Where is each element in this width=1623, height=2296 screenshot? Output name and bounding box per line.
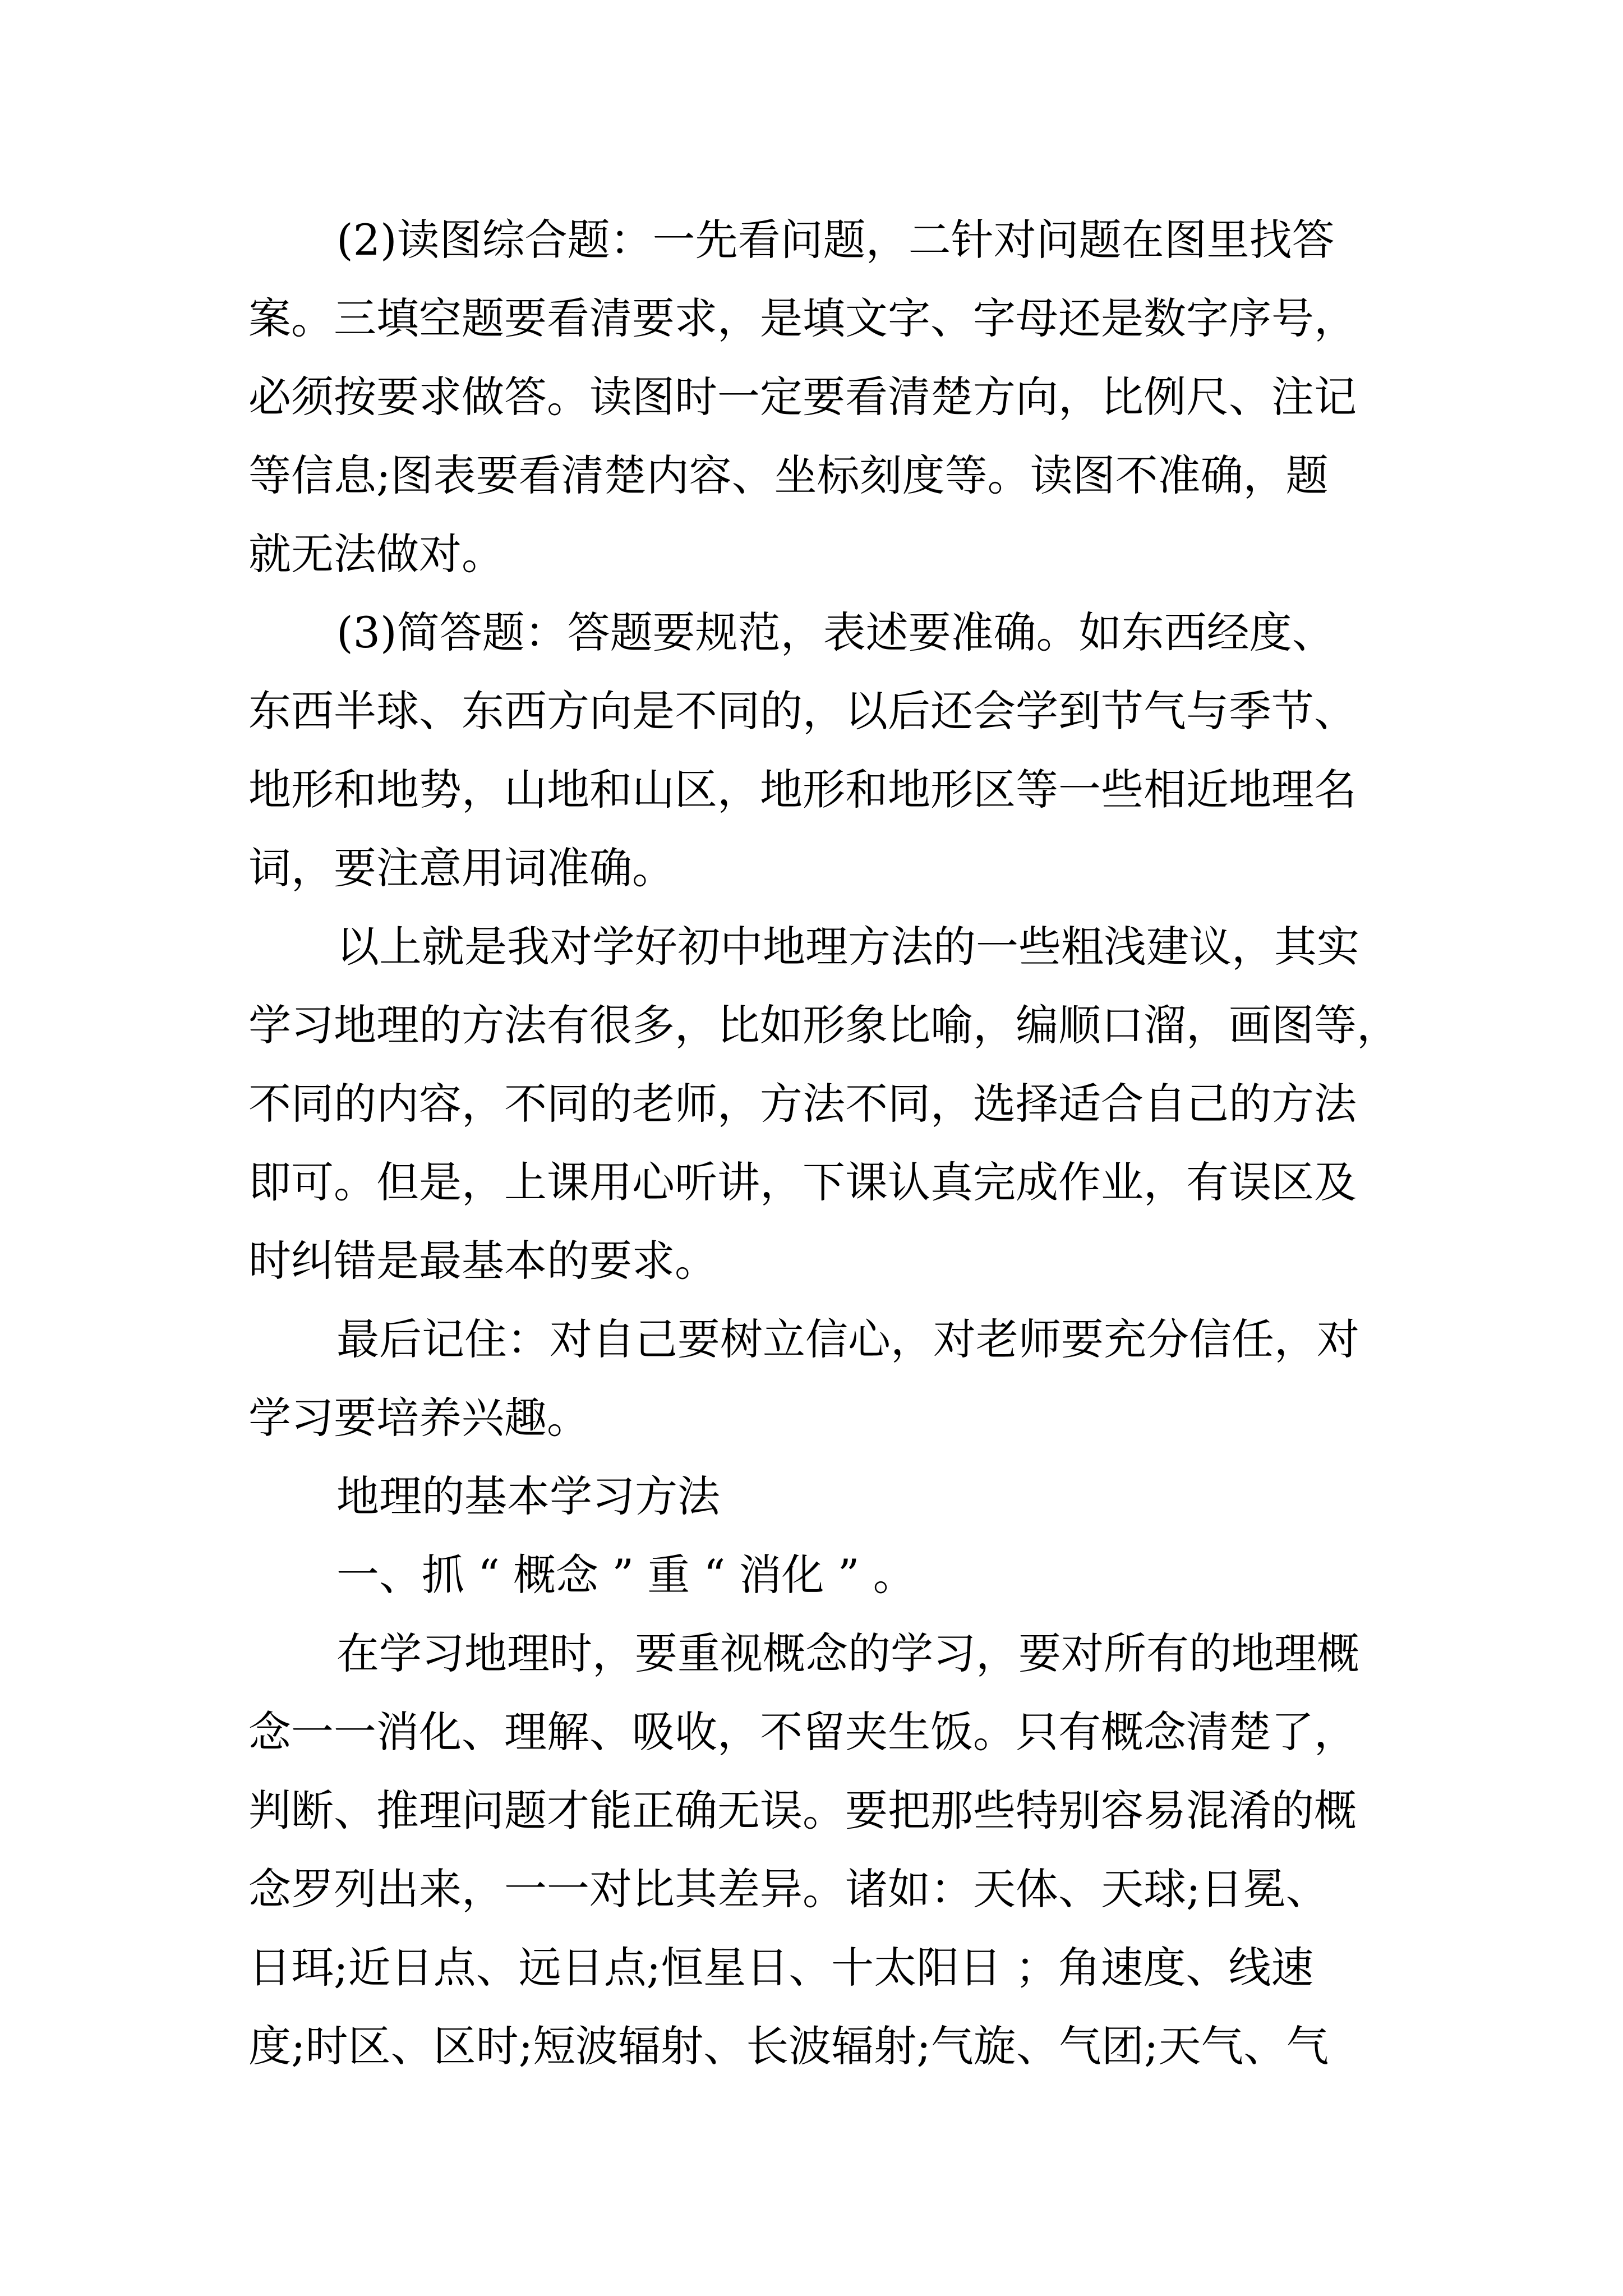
text-line: 案。三填空题要看清要求，是填文字、字母还是数字序号， [248,293,1357,343]
text-line: 度;时区、区时;短波辐射、长波辐射;气旋、气团;天气、气 [248,2021,1329,2071]
text-line: (2)读图综合题：一先看问题，二针对问题在图里找答 [336,215,1335,265]
text-line: 地形和地势，山地和山区，地形和地形区等一些相近地理名 [248,765,1357,815]
text-line: 等信息;图表要看清楚内容、坐标刻度等。读图不准确，题 [248,450,1329,500]
section-heading: 地理的基本学习方法 [336,1471,720,1521]
text-line: 就无法做对。 [248,529,504,579]
text-line: 最后记住：对自己要树立信心，对老师要充分信任，对 [336,1314,1359,1364]
text-line: 判断、推理问题才能正确无误。要把那些特别容易混淆的概 [248,1786,1357,1835]
text-line: 东西半球、东西方向是不同的，以后还会学到节气与季节、 [248,686,1357,736]
text-line: (3)简答题：答题要规范，表述要准确。如东西经度、 [336,608,1335,657]
text-line: 念罗列出来，一一对比其差异。诸如：天体、天球;日冕、 [248,1864,1329,1914]
text-line: 词，要注意用词准确。 [248,843,675,893]
subsection-heading: 一、抓 “ 概念 ” 重 “ 消化 ” 。 [336,1550,916,1600]
text-line: 念一一消化、理解、吸收，不留夹生饭。只有概念清楚了， [248,1707,1357,1757]
text-line: 时纠错是最基本的要求。 [248,1236,717,1286]
text-line: 学习地理的方法有很多，比如形象比喻，编顺口溜，画图等， [248,1000,1399,1050]
text-line: 即可。但是，上课用心听讲，下课认真完成作业，有误区及 [248,1157,1357,1207]
text-line: 以上就是我对学好初中地理方法的一些粗浅建议，其实 [336,922,1359,972]
text-line: 在学习地理时，要重视概念的学习，要对所有的地理概 [336,1628,1359,1678]
text-line: 日珥;近日点、远日点;恒星日、十太阳日 ；角速度、线速 [248,1943,1314,1993]
text-line: 学习要培养兴趣。 [248,1393,589,1443]
text-line: 不同的内容，不同的老师，方法不同，选择适合自己的方法 [248,1079,1357,1129]
text-line: 必须按要求做答。读图时一定要看清楚方向，比例尺、注记 [248,372,1357,422]
